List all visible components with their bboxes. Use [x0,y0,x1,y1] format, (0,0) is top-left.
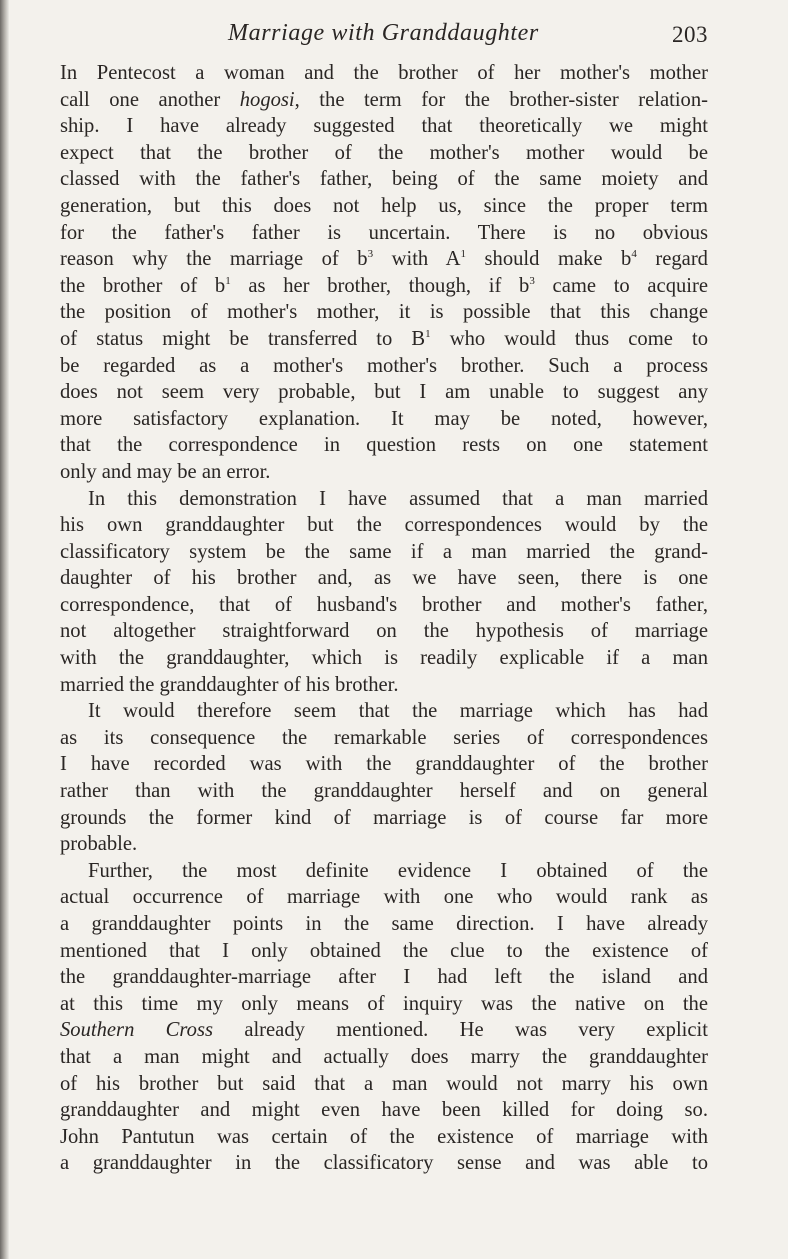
text-line: It would therefore seem that the marriage which has had [88,700,708,723]
text-line: with the granddaughter, which is readily explicable if a man [60,647,708,670]
text-line: more satisfactory explanation. It may be noted, however, [60,407,708,430]
text-line: expect that the brother of the mother's mother would be [60,141,708,164]
text-line: call one another hogosi, the term for the brother-sister relation- [60,88,709,111]
body-text [60,60,708,1177]
text-line: Further, the most definite evidence I obtained of the [88,859,708,882]
text-line: as its consequence the remarkable series of correspondences [60,726,708,749]
text-line: I have recorded was with the granddaughter of the brother [60,753,708,776]
text-line: the brother of $b^1$ as her brother, though, if $b^3$ came to acquire [60,274,709,297]
text-line: Southern Cross already mentioned. He was very explicit [60,1019,708,1042]
text-line: not altogether straightforward on the hypothesis of marriage [60,620,708,643]
text-line: daughter of his brother and, as we have seen, there is one [60,567,708,590]
text-line: a granddaughter in the classificatory sense and was able to [60,1152,708,1175]
text-line: classificatory system be the same if a man married the grand- [60,540,708,563]
text-line: only and may be an error. [60,460,271,483]
page-number: 203 [672,22,708,47]
running-title: Marriage with Granddaughter [228,20,539,46]
text-line: that a man might and actually does marry the granddaughter [60,1045,708,1068]
text-line: that the correspondence in question rests on one statement [60,434,708,457]
text-line: married the granddaughter of his brother. [60,673,399,696]
text-line: the position of mother's mother, it is possible that this change [60,301,708,324]
text-line: his own granddaughter but the correspondences would by the [60,514,708,537]
page-header [60,14,708,54]
text-line: generation, but this does not help us, since the proper term [60,194,708,217]
text-line: John Pantutun was certain of the existence of marriage with [60,1125,708,1148]
text-line: at this time my only means of inquiry was the native on the [60,992,708,1015]
text-line: mentioned that I only obtained the clue to the existence of [60,939,708,962]
text-line: reason why the marriage of $b^3$ with $A^1$ should make $b^4$ regard [60,248,708,271]
text-line: grounds the former kind of marriage is of course far more [60,806,708,829]
text-line: the granddaughter-marriage after I had left the island and [60,966,708,989]
text-line: granddaughter and might even have been killed for doing so. [60,1099,708,1122]
text-line: actual occurrence of marriage with one who would rank as [60,886,708,909]
text-line: does not seem very probable, but I am unable to suggest any [60,381,708,404]
text-line: In this demonstration I have assumed that a man married [88,487,708,510]
text-line: In Pentecost a woman and the brother of her mother's mother [60,62,708,84]
text-line: correspondence, that of husband's brother and mother's father, [60,593,708,616]
text-line: for the father's father is uncertain. There is no obvious [60,221,708,244]
text-line: of his brother but said that a man would not marry his own [60,1072,708,1095]
text-line: a granddaughter points in the same direction. I have already [60,913,708,935]
text-line: rather than with the granddaughter herself and on general [60,780,708,803]
page-binding-edge [0,0,9,1259]
text-line: of status might be transferred to $B^1$ who would thus come to [60,327,709,350]
text-line: probable. [60,833,138,856]
text-line: classed with the father's father, being of the same moiety and [60,168,708,191]
text-line: be regarded as a mother's mother's brother. Such a process [60,354,708,377]
text-line: ship. I have already suggested that theoretically we might [60,115,708,138]
